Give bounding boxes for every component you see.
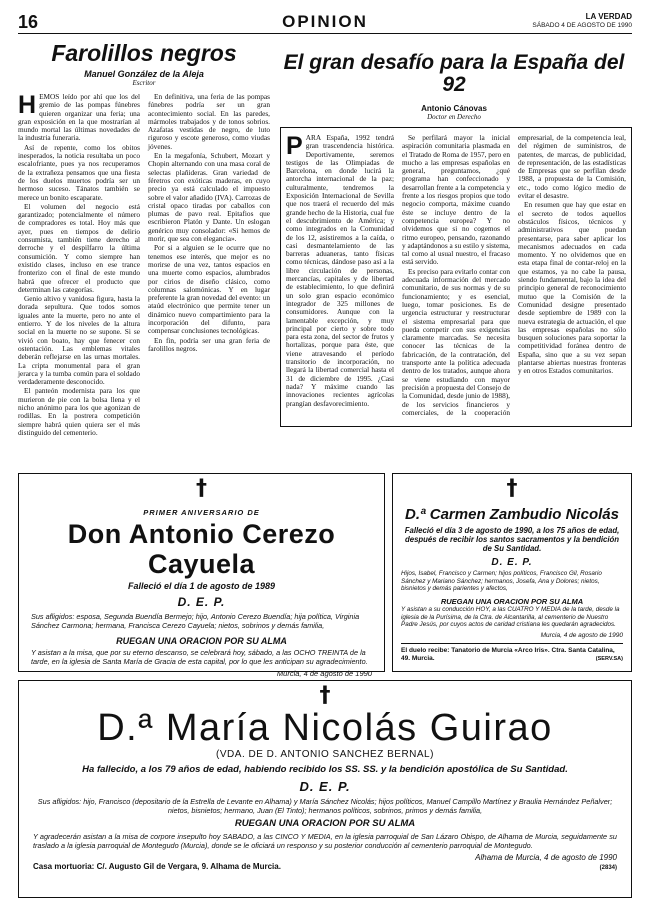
drop-cap: H <box>18 91 37 119</box>
article-title: El gran desafío para la España del 92 <box>283 51 625 96</box>
cross-icon: † <box>196 476 207 501</box>
article-author: Antonio Cánovas <box>421 104 487 113</box>
obituary-date: Murcia, 4 de agosto de 1990 <box>276 669 372 678</box>
obituary-dep: D. E. P. <box>491 557 533 568</box>
obituary-date: Alhama de Murcia, 4 de agosto de 1990 <box>475 853 617 862</box>
obituary-mass: Y asistan a la misa, que por su eterno descanso, se celebrará hoy, sábado, a las OCHO TREINTA de la tarde, en la iglesia de Santa María de Gracia de esta capital, por lo que les anticipan su agradecimiento. <box>31 648 368 666</box>
obituary-dep: D. E. P. <box>299 779 351 794</box>
article-paragraph: En la megafonía, Schubert, Mozart y Chopin alternando con una masa coral de selectas plañideras. Gran variedad de féretros con exóticas maderas, en cuyo precio ya está calculado el impuesto sobre el valor añadido (IVA). Carrozas de cristal opaco tiradas por caballos con plumas de pavo real. Epitafios que escribieron Platón y Dante. Un eslogan genérico muy consolador: «Si hemos de morir, que sea con elegancia». <box>148 151 270 244</box>
obituary-death-date: Falleció el día 1 de agosto de 1989 <box>127 581 276 591</box>
obituary-name: Don Antonio Cerezo Cayuela <box>67 519 336 579</box>
drop-cap: P <box>286 132 303 160</box>
article-paragraph: En resumen que hay que estar en el secreto de todos aquellos obstáculos físicos, técnicos y administrativos que puedan presentarse, para saber aplicar los mecanismos adecuados en cada momento. Y no olvidemos que en esta etapa final de contar-reloj en la que estamos, ya no cabe la pausa, siendo fundamental, bajo la idea del principio general de reconocimiento mutuo que la Comisión de la Comunidad designe presentado desde septiembre de 1989 con la nueva estrategia de actuación, el que las empresas españolas no sólo busquen soluciones para soportar la competitividad foránea dentro de España, sino que a su vez sepan plantarse abiertas nuestras fronteras y en otros Estados comunitarios. <box>518 200 626 376</box>
article-body <box>18 93 270 453</box>
obituary-carmen-zambudio <box>392 473 632 672</box>
obituary-family: Sus afligidos: hijo, Francisco (depositario de la Estrella de Levante en Alhama) y María Sánchez Nicolás; hijos políticos, Manuel Campillo Martínez y Braulia Hernández Peñalver; nietos, bisnietos; hermano, Juan (El Tinto); hermanos políticos, sobrinos, primos y demás familia, <box>37 797 613 815</box>
article-paragraph: HEMOS leído por ahí que los del gremio de las pompas fúnebres quieren organizar una feria; una gran exposición en la que mostrarían al mundo mortal las últimas novedades de la industria funeraria. <box>18 91 140 143</box>
article-paragraph: El panteón modernista para los que murieron de pie con la bolsa llena y el nicho anónimo para los que agonizan de rodillas. En la postrera competición siempre habrá quien quiera ser el más distinguido del cementerio. <box>18 386 140 437</box>
article-author-role: Doctor en Derecho <box>427 113 481 121</box>
article-paragraph: El volumen del negocio está garantizado; potencialmente el número de compradores es total. Hoy más que ayer, pues en tiempos de delirio consumista, también tiene derecho al derroche y el despilfarro la última consumición. Y como siempre han existido clases, incluso en ese trance fronterizo con el final de este mundo habrá que ofrecer el producto que determinan las categorías. <box>18 201 140 294</box>
obituary-pretitle: PRIMER ANIVERSARIO DE <box>143 508 260 517</box>
article-paragraph: Se perfilará mayor la inicial aspiración comunitaria plasmada en el Tratado de Roma de 1957, pero en mucho a las empresas españolas en general, preguntamos, ¿qué programa han confeccionado y desarrollan frente a la competencia y frente a los riesgos propios que todo negocio comporta, máxime cuando éste se incluye dentro de la competencia europea? Y no olvidemos que si no cogemos el ritmo europeo, pensando, razonando y adaptándonos a su estilo y sistema, tal como al usual nuestro, el fracaso está servido. <box>402 133 510 267</box>
article-paragraph: Por si a alguien se le ocurre que no tenemos ese interés, que mejor es no morirse de una vez, tantos espacios en una muerte como espacios, alumbrados por cirios de diseño clásico, como columnas salomónicas. Y en lugar preferente la gran novedad del evento: un ataúd electrónico que permite tener un dinámico nuevo compartimiento para la incorporación del difunto, para compensar conclusiones tecnológicas. <box>148 243 270 336</box>
obituary-maria-nicolas <box>18 680 632 898</box>
cross-icon: † <box>506 476 518 501</box>
obituary-mourning-location: El duelo recibe: Tanatorio de Murcia «Arco Iris». Ctra. Santa Catalina, 49. Murcia. (SERV.SA) <box>401 643 623 663</box>
cross-icon: † <box>319 683 331 708</box>
page-number: 16 <box>18 12 39 32</box>
section-title: OPINION <box>282 12 368 31</box>
newspaper-name: LA VERDAD <box>585 12 632 21</box>
article-author-role: Escritor <box>132 79 156 87</box>
article-paragraph: En definitiva, una feria de las pompas fúnebres podría ser un gran acontecimiento social. En las paredes, mármoles trabajados y de tonos sobrios. Azafatas vestidas de negro, de luto riguroso y escote generoso, como viudas jóvenes. <box>148 92 270 151</box>
issue-date: SÁBADO 4 DE AGOSTO DE 1990 <box>532 22 632 29</box>
obituary-death-date: Ha fallecido, a los 79 años de edad, habiendo recibido los SS. SS. y la bendición apostólica de Su Santidad. <box>82 764 568 775</box>
obituary-ref-code: (2834) <box>599 865 617 871</box>
obituary-mass: Y agradecerán asistan a la misa de corpore insepulto hoy SABADO, a las CINCO Y MEDIA, en la iglesia parroquial de San Lázaro Obispo, de Alhama de Murcia, seguidamente su traslado a la iglesia parroquial de Montegudo (Murcia), donde se le oficiará un responso y su posterior conducción al cementerio parroquial de Montegudo. <box>33 832 617 850</box>
obituary-mass: Y asistan a su conducción HOY, a las CUATRO Y MEDIA de la tarde, desde la iglesia de la Purísima, de la Ctra. de Alcantarilla, al cementerio de Nuestro Padre Jesús, por cuyos actos de caridad cristiana les quedarán agradecidos. <box>401 606 620 628</box>
article-paragraph: Así de repente, como los obitos inesperados, la noticia resultaba un poco escalofriante, pues ya nos recuperamos de la extrañeza pensamos que una fiesta de los duelos muertos podría ser un hermoso suceso. Tánatos también se merece un bonito escaparate. <box>18 142 140 202</box>
obituary-home-address: Casa mortuoria: C/. Augusto Gil de Vergara, 9. Alhama de Murcia. (2834) <box>33 862 617 871</box>
page-header <box>18 12 632 34</box>
article-farolillos-negros <box>18 38 270 445</box>
article-box <box>280 127 632 427</box>
obituary-ref-code: (SERV.SA) <box>595 655 623 662</box>
article-body <box>286 134 626 422</box>
obituary-widow-of: (VDA. DE D. ANTONIO SANCHEZ BERNAL) <box>216 749 434 760</box>
article-author: Manuel González de la Aleja <box>84 69 204 79</box>
article-paragraph: Genio altivo y vanidosa figura, hasta la dorada sepultura. Que todos somos iguales ante la muerte, pero no ante el entierro. Y de los niveles de la altura social en la muerte no se supone. Si se vivió con boato, hay que fenecer con ostentación. Las emblemas vitales deberán reflejarse en las urnas mortales. La cripta monumental para el gran jerarca y la tumba común para el soldado verdaderamente desconocido. <box>18 294 140 387</box>
article-paragraph: Es preciso para evitarlo contar con adecuada información del mercado comunitario, de sus normas y de su funcionamiento; y es esencial, luego, tomar posiciones. Es de urgencia estructurar y reestructurar el sistema empresarial para que pueda competir con sus exigencias claramente marcadas. Se necesita conocer las técnicas de la fabricación, de la contratación, del transporte ante la política adecuada dentro de los tratados, aunque ahora se viene estudiando con mayor precisión a propuesta del Consejo de la Comunidad, desde junio de 1988), de los servicios financieros y comerciales, de la cooperación empresarial, de la competencia leal, del régimen de suministros, de patentes, de marcas, de publicidad, de representación, de las estadísticas de Empresas que se perfilan desde 1988, a propuesta de la Comisión, etc., todo como lógico medio de evitar el desastre. <box>402 133 626 417</box>
obituary-prayer-request: RUEGAN UNA ORACION POR SU ALMA <box>440 596 584 606</box>
article-paragraph: PARA España, 1992 tendrá gran trascendencia histórica. Deportivamente, seremos testigos de las Olimpiadas de Barcelona, en donde lucirá la antorcha internacional de la paz; culturalmente, tendremos la Exposición Internacional de Sevilla que nos traerá el recuerdo del más grande hecho de la Historia, cual fue el descubrimiento de América; y como integrados en la Comunidad de los 12, asistiremos a la caída, o casi desmantelamiento de las barreras aduaneras, tanto físicas como técnicas, dándose paso así a la libre circulación de personas, mercancías, capitales y de libertad de establecimiento, lo que definirá un solo gran espacio económico integrador de 325 millones de consumidores. Aunque con la lamentable excepción, y muy principal por cierto y sobre todo para esta zona, del sector de frutos y hortalizas, porque para éste, que viene atravesando el período transitorio de incorporación, no llegará la libertad comercial hasta el 31 de diciembre de 1995. ¿Casi nada? Y máxime cuando las innovaciones recientes agrícolas prangían desfavorecimiento. <box>286 132 394 408</box>
obituary-family: Hijos, Isabel, Francisco y Carmen; hijos políticos, Francisco Gil, Rosario Sánchez y Mariano Sánchez; hermanos, Josefa, Ana y Dolores; nietos, bisnietos y demás parientes y afectos, <box>401 570 602 592</box>
obituary-date: Murcia, 4 de agosto de 1990 <box>540 631 623 639</box>
obituary-family: Sus afligidos: esposa, Segunda Buendía Bermejo; hijo, Antonio Cerezo Buendía; hija política, Virginia Sánchez Carmona; hermana, Francisca Cerezo Cayuela; nietos, sobrinos y demás familia, <box>31 612 360 630</box>
article-title: Farolillos negros <box>51 40 237 66</box>
obituary-antonio-cerezo <box>18 473 385 678</box>
article-gran-desafio <box>276 38 632 445</box>
obituary-name: D.ª María Nicolás Guirao <box>97 707 553 749</box>
obituary-name: D.ª Carmen Zambudio Nicolás <box>405 506 619 523</box>
obituary-death-date: Falleció el día 3 de agosto de 1990, a los 75 años de edad, después de recibir los santos sacramentos y la bendición de Su Santidad. <box>404 526 620 553</box>
obituary-prayer-request: RUEGAN UNA ORACION POR SU ALMA <box>234 818 416 829</box>
article-paragraph: En fin, podría ser una gran feria de farolillos negros. <box>148 335 270 353</box>
obituary-prayer-request: RUEGAN UNA ORACION POR SU ALMA <box>116 636 287 646</box>
obituary-dep: D. E. P. <box>177 595 226 609</box>
